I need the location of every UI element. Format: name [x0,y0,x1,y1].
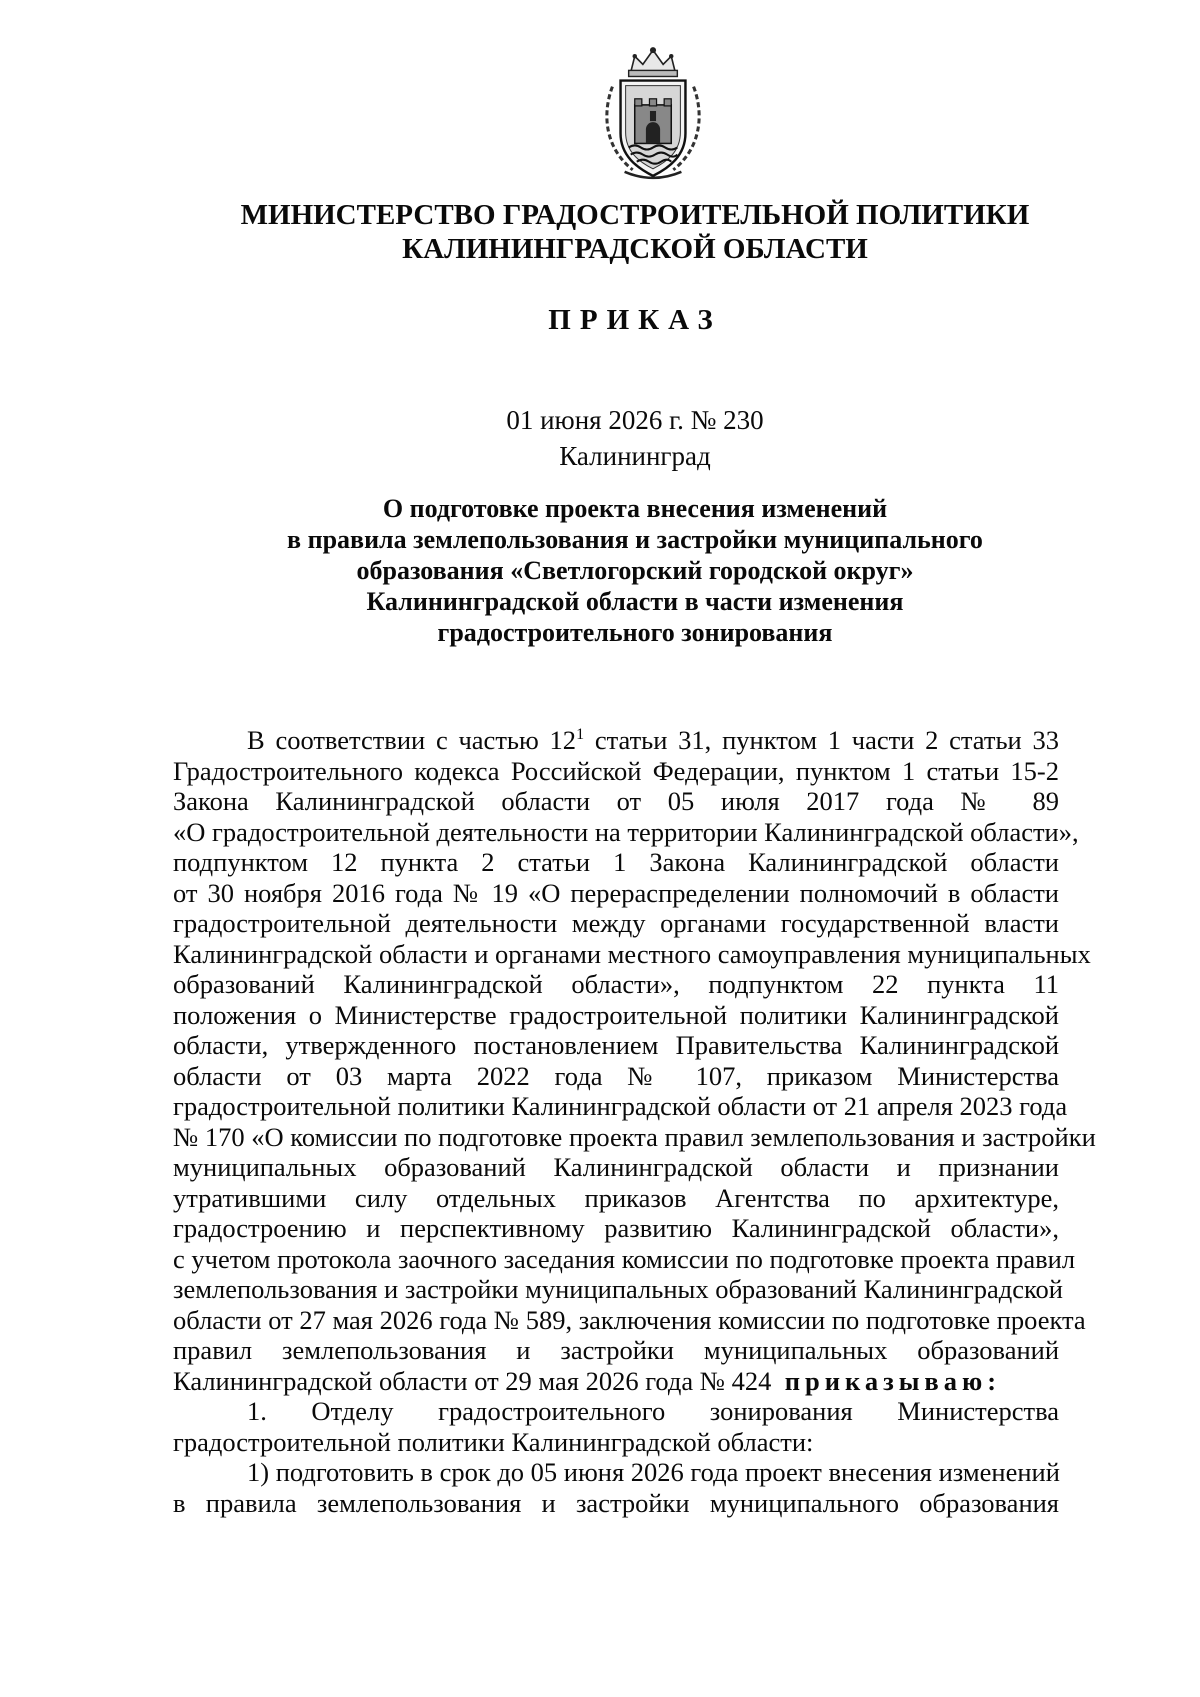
coat-of-arms-icon [590,42,716,184]
preamble-line: от 30 ноября 2016 года № 19 «О перераспределении полномочий в области [173,877,1059,908]
preamble-line: Градостроительного кодекса Российской Федерации, пунктом 1 статьи 15-2 [173,755,1059,786]
preamble-line: Калининградской области и органами местного самоуправления муниципальных [173,938,1091,969]
preamble-line: землепользования и застройки муниципальных образований Калининградской [173,1274,1063,1304]
subject-line: образования «Светлогорский городской округ» [356,556,914,585]
item-1-line: 1. Отделу градостроительного зонирования Министерства [247,1396,1059,1426]
document-subject [200,493,1070,648]
superscript: 1 [576,726,585,743]
subject-line: О подготовке проекта внесения изменений [382,494,888,523]
preamble-line: Закона Калининградской области от 05 июля 2017 года № 89 [173,786,1059,816]
preamble-line: области, утвержденного постановлением Правительства Калининградской [173,1030,1059,1060]
subject-line: Калининградской области в части изменения [366,587,904,616]
preamble-line: муниципальных образований Калининградской области и признании [173,1152,1059,1182]
city: Калининград [559,441,711,471]
preamble-line: градостроению и перспективному развитию Калининградской области», [173,1213,1059,1243]
preamble-line: области от 27 мая 2026 года № 589, заключения комиссии по подготовке проекта [173,1304,1086,1335]
subject-line: в правила землепользования и застройки муниципального [287,525,983,554]
preamble-first-line [173,720,1059,756]
preamble-text: В соответствии с частью 12 [247,725,577,755]
subitem-1-line: в правила землепользования и застройки муниципального образования [173,1487,1059,1518]
preamble-line: с учетом протокола заочного заседания комиссии по подготовке проекта правил [173,1243,1076,1274]
date-number: 01 июня 2026 г. № 230 [506,405,764,435]
preamble-last-line [173,1366,1059,1397]
document-body [173,720,1096,1518]
order-word: приказываю: [784,1365,1002,1396]
preamble-line: области от 03 марта 2022 года № 107, приказом Министерства [173,1060,1059,1091]
ministry-name-line1: МИНИСТЕРСТВО ГРАДОСТРОИТЕЛЬНОЙ ПОЛИТИКИ [240,199,1030,231]
preamble-line: градостроительной деятельности между органами государственной власти [173,908,1059,938]
preamble-line: «О градостроительной деятельности на территории Калининградской области», [173,816,1079,847]
preamble-line: положения о Министерстве градостроительной политики Калининградской [173,999,1059,1030]
preamble-line: подпунктом 12 пункта 2 статьи 1 Закона Калининградской области [173,847,1059,877]
preamble-line: правил землепользования и застройки муниципальных образований [173,1335,1059,1365]
ministry-name-line2: КАЛИНИНГРАДСКОЙ ОБЛАСТИ [402,233,868,265]
document-type: ПРИКАЗ [548,304,722,336]
preamble-text: Калининградской области от 29 мая 2026 года № 424 [173,1365,772,1396]
subject-line: градостроительного зонирования [437,618,833,647]
ministry-name [200,198,1070,266]
preamble-line: утратившими силу отдельных приказов Агентства по архитектуре, [173,1182,1059,1213]
item-1-line: градостроительной политики Калининградской области: [173,1426,814,1457]
document-meta [200,402,1070,474]
subitem-1-line: 1) подготовить в срок до 05 июня 2026 года проект внесения изменений [247,1457,1060,1487]
preamble-line: образований Калининградской области», подпунктом 22 пункта 11 [173,969,1059,999]
preamble-line: градостроительной политики Калининградской области от 21 апреля 2023 года [173,1091,1068,1121]
preamble-text: статьи 31, пунктом 1 части 2 статьи 33 [584,725,1059,755]
preamble-line: № 170 «О комиссии по подготовке проекта правил землепользования и застройки [173,1121,1096,1152]
